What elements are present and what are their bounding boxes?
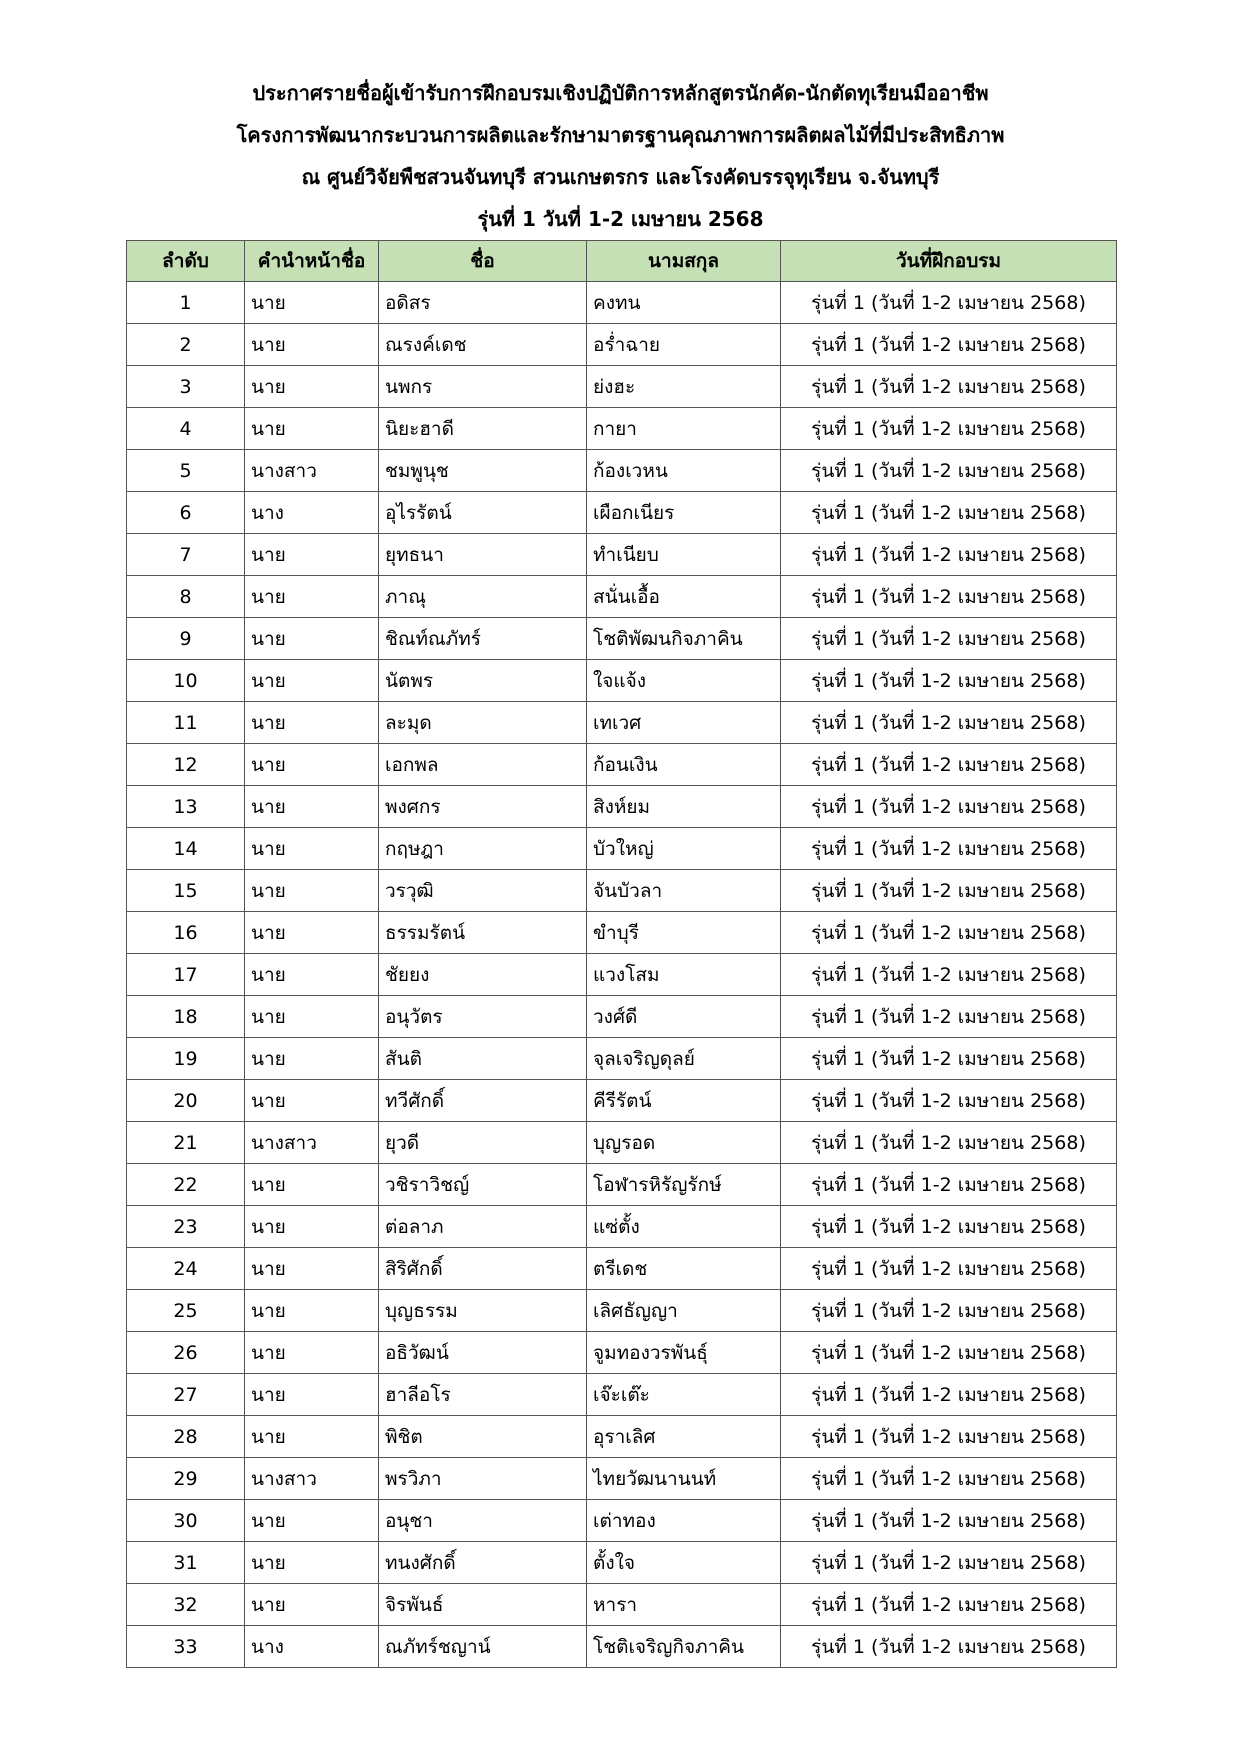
prefix-cell: นาย [245, 1290, 379, 1332]
training-date-cell: รุ่นที่ 1 (วันที่ 1-2 เมษายน 2568) [781, 1248, 1117, 1290]
table-row [127, 1542, 1117, 1584]
last-name-cell: อร่ำฉาย [587, 324, 781, 366]
first-name-cell: ธรรมรัตน์ [379, 912, 587, 954]
training-date-cell: รุ่นที่ 1 (วันที่ 1-2 เมษายน 2568) [781, 996, 1117, 1038]
table-row [127, 1248, 1117, 1290]
order-cell: 4 [127, 408, 245, 450]
table-row [127, 576, 1117, 618]
order-cell: 12 [127, 744, 245, 786]
prefix-cell: นาย [245, 366, 379, 408]
prefix-cell: นาย [245, 1038, 379, 1080]
order-cell: 6 [127, 492, 245, 534]
training-date-cell: รุ่นที่ 1 (วันที่ 1-2 เมษายน 2568) [781, 324, 1117, 366]
prefix-cell: นาย [245, 828, 379, 870]
last-name-cell: เลิศธัญญา [587, 1290, 781, 1332]
order-cell: 32 [127, 1584, 245, 1626]
table-row [127, 1500, 1117, 1542]
table-row [127, 870, 1117, 912]
prefix-cell: นาย [245, 1416, 379, 1458]
prefix-cell: นาย [245, 408, 379, 450]
training-date-cell: รุ่นที่ 1 (วันที่ 1-2 เมษายน 2568) [781, 870, 1117, 912]
table-row [127, 534, 1117, 576]
order-cell: 15 [127, 870, 245, 912]
first-name-cell: กฤษฎา [379, 828, 587, 870]
order-cell: 13 [127, 786, 245, 828]
column-header-first-name: ชื่อ [379, 241, 587, 282]
training-date-cell: รุ่นที่ 1 (วันที่ 1-2 เมษายน 2568) [781, 282, 1117, 324]
table-row [127, 324, 1117, 366]
training-date-cell: รุ่นที่ 1 (วันที่ 1-2 เมษายน 2568) [781, 828, 1117, 870]
last-name-cell: ใจแจ้ง [587, 660, 781, 702]
first-name-cell: ต่อลาภ [379, 1206, 587, 1248]
last-name-cell: โชติเจริญกิจภาคิน [587, 1626, 781, 1668]
first-name-cell: ฮาลีอโร [379, 1374, 587, 1416]
last-name-cell: จันบัวลา [587, 870, 781, 912]
table-row [127, 492, 1117, 534]
last-name-cell: ตรีเดช [587, 1248, 781, 1290]
prefix-cell: นาย [245, 870, 379, 912]
order-cell: 11 [127, 702, 245, 744]
first-name-cell: สันติ [379, 1038, 587, 1080]
table-row [127, 1332, 1117, 1374]
first-name-cell: พงศกร [379, 786, 587, 828]
order-cell: 8 [127, 576, 245, 618]
prefix-cell: นาย [245, 1584, 379, 1626]
training-date-cell: รุ่นที่ 1 (วันที่ 1-2 เมษายน 2568) [781, 954, 1117, 996]
training-date-cell: รุ่นที่ 1 (วันที่ 1-2 เมษายน 2568) [781, 1500, 1117, 1542]
first-name-cell: ชมพูนุช [379, 450, 587, 492]
prefix-cell: นาย [245, 1500, 379, 1542]
training-date-cell: รุ่นที่ 1 (วันที่ 1-2 เมษายน 2568) [781, 1290, 1117, 1332]
table-row [127, 912, 1117, 954]
table-body [127, 282, 1117, 1668]
order-cell: 10 [127, 660, 245, 702]
first-name-cell: ละมุด [379, 702, 587, 744]
last-name-cell: อุราเลิศ [587, 1416, 781, 1458]
last-name-cell: เผือกเนียร [587, 492, 781, 534]
order-cell: 1 [127, 282, 245, 324]
last-name-cell: สิงห์ยม [587, 786, 781, 828]
prefix-cell: นาย [245, 744, 379, 786]
order-cell: 5 [127, 450, 245, 492]
order-cell: 20 [127, 1080, 245, 1122]
order-cell: 23 [127, 1206, 245, 1248]
training-date-cell: รุ่นที่ 1 (วันที่ 1-2 เมษายน 2568) [781, 1332, 1117, 1374]
table-row [127, 996, 1117, 1038]
first-name-cell: อุไรรัตน์ [379, 492, 587, 534]
prefix-cell: นาย [245, 576, 379, 618]
training-date-cell: รุ่นที่ 1 (วันที่ 1-2 เมษายน 2568) [781, 492, 1117, 534]
training-date-cell: รุ่นที่ 1 (วันที่ 1-2 เมษายน 2568) [781, 1206, 1117, 1248]
table-header-row [127, 241, 1117, 282]
header-title-line-1: ประกาศรายชื่อผู้เข้ารับการฝึกอบรมเชิงปฏิบัติการหลักสูตรนักคัด-นักตัดทุเรียนมืออาชีพ [252, 81, 989, 105]
first-name-cell: จิรพันธ์ [379, 1584, 587, 1626]
prefix-cell: นาย [245, 660, 379, 702]
first-name-cell: ชัยยง [379, 954, 587, 996]
order-cell: 2 [127, 324, 245, 366]
training-date-cell: รุ่นที่ 1 (วันที่ 1-2 เมษายน 2568) [781, 660, 1117, 702]
order-cell: 3 [127, 366, 245, 408]
last-name-cell: เต่าทอง [587, 1500, 781, 1542]
first-name-cell: วชิราวิชญ์ [379, 1164, 587, 1206]
order-cell: 14 [127, 828, 245, 870]
first-name-cell: นพกร [379, 366, 587, 408]
first-name-cell: ทนงศักดิ์ [379, 1542, 587, 1584]
last-name-cell: สนั่นเอื้อ [587, 576, 781, 618]
prefix-cell: นาย [245, 1332, 379, 1374]
table-row [127, 1416, 1117, 1458]
prefix-cell: นาย [245, 954, 379, 996]
last-name-cell: หารา [587, 1584, 781, 1626]
prefix-cell: นาย [245, 702, 379, 744]
training-date-cell: รุ่นที่ 1 (วันที่ 1-2 เมษายน 2568) [781, 1164, 1117, 1206]
table-row [127, 1206, 1117, 1248]
order-cell: 7 [127, 534, 245, 576]
training-date-cell: รุ่นที่ 1 (วันที่ 1-2 เมษายน 2568) [781, 1542, 1117, 1584]
table-row [127, 702, 1117, 744]
last-name-cell: คงทน [587, 282, 781, 324]
order-cell: 19 [127, 1038, 245, 1080]
training-date-cell: รุ่นที่ 1 (วันที่ 1-2 เมษายน 2568) [781, 450, 1117, 492]
training-date-cell: รุ่นที่ 1 (วันที่ 1-2 เมษายน 2568) [781, 366, 1117, 408]
first-name-cell: นิยะฮาดี [379, 408, 587, 450]
training-date-cell: รุ่นที่ 1 (วันที่ 1-2 เมษายน 2568) [781, 576, 1117, 618]
table-row [127, 1458, 1117, 1500]
table-row [127, 786, 1117, 828]
last-name-cell: จุลเจริญดุลย์ [587, 1038, 781, 1080]
order-cell: 22 [127, 1164, 245, 1206]
training-date-cell: รุ่นที่ 1 (วันที่ 1-2 เมษายน 2568) [781, 1122, 1117, 1164]
last-name-cell: โอฬารหิรัญรักษ์ [587, 1164, 781, 1206]
training-date-cell: รุ่นที่ 1 (วันที่ 1-2 เมษายน 2568) [781, 534, 1117, 576]
table-row [127, 1164, 1117, 1206]
first-name-cell: พรวิภา [379, 1458, 587, 1500]
table-row [127, 1038, 1117, 1080]
order-cell: 17 [127, 954, 245, 996]
training-date-cell: รุ่นที่ 1 (วันที่ 1-2 เมษายน 2568) [781, 408, 1117, 450]
table-row [127, 828, 1117, 870]
training-date-cell: รุ่นที่ 1 (วันที่ 1-2 เมษายน 2568) [781, 1626, 1117, 1668]
prefix-cell: นาย [245, 1164, 379, 1206]
order-cell: 18 [127, 996, 245, 1038]
document-header [0, 72, 1241, 240]
training-date-cell: รุ่นที่ 1 (วันที่ 1-2 เมษายน 2568) [781, 702, 1117, 744]
order-cell: 29 [127, 1458, 245, 1500]
order-cell: 28 [127, 1416, 245, 1458]
prefix-cell: นาย [245, 1080, 379, 1122]
order-cell: 26 [127, 1332, 245, 1374]
column-header-last-name: นามสกุล [587, 241, 781, 282]
prefix-cell: นาย [245, 534, 379, 576]
first-name-cell: บุญธรรม [379, 1290, 587, 1332]
training-date-cell: รุ่นที่ 1 (วันที่ 1-2 เมษายน 2568) [781, 786, 1117, 828]
prefix-cell: นาย [245, 1248, 379, 1290]
last-name-cell: แวงโสม [587, 954, 781, 996]
table-row [127, 1626, 1117, 1668]
order-cell: 25 [127, 1290, 245, 1332]
last-name-cell: เจ๊ะเต๊ะ [587, 1374, 781, 1416]
prefix-cell: นาย [245, 1542, 379, 1584]
table-row [127, 366, 1117, 408]
prefix-cell: นาย [245, 618, 379, 660]
order-cell: 9 [127, 618, 245, 660]
prefix-cell: นาง [245, 1626, 379, 1668]
last-name-cell: ไทยวัฒนานนท์ [587, 1458, 781, 1500]
column-header-order: ลำดับ [127, 241, 245, 282]
training-date-cell: รุ่นที่ 1 (วันที่ 1-2 เมษายน 2568) [781, 1584, 1117, 1626]
order-cell: 27 [127, 1374, 245, 1416]
training-date-cell: รุ่นที่ 1 (วันที่ 1-2 เมษายน 2568) [781, 618, 1117, 660]
last-name-cell: คีรีรัตน์ [587, 1080, 781, 1122]
table-row [127, 618, 1117, 660]
order-cell: 16 [127, 912, 245, 954]
last-name-cell: ทำเนียบ [587, 534, 781, 576]
last-name-cell: บัวใหญ่ [587, 828, 781, 870]
prefix-cell: นาย [245, 1374, 379, 1416]
first-name-cell: อดิสร [379, 282, 587, 324]
prefix-cell: นาย [245, 912, 379, 954]
training-date-cell: รุ่นที่ 1 (วันที่ 1-2 เมษายน 2568) [781, 1038, 1117, 1080]
table-row [127, 1584, 1117, 1626]
first-name-cell: อนุวัตร [379, 996, 587, 1038]
order-cell: 30 [127, 1500, 245, 1542]
first-name-cell: เอกพล [379, 744, 587, 786]
first-name-cell: ยุวดี [379, 1122, 587, 1164]
first-name-cell: พิชิต [379, 1416, 587, 1458]
prefix-cell: นางสาว [245, 1122, 379, 1164]
last-name-cell: บุญรอด [587, 1122, 781, 1164]
training-date-cell: รุ่นที่ 1 (วันที่ 1-2 เมษายน 2568) [781, 1374, 1117, 1416]
last-name-cell: ขำบุรี [587, 912, 781, 954]
first-name-cell: ยุทธนา [379, 534, 587, 576]
training-date-cell: รุ่นที่ 1 (วันที่ 1-2 เมษายน 2568) [781, 1458, 1117, 1500]
first-name-cell: ทวีศักดิ์ [379, 1080, 587, 1122]
table-row [127, 954, 1117, 996]
table-row [127, 660, 1117, 702]
prefix-cell: นาย [245, 324, 379, 366]
first-name-cell: นัตพร [379, 660, 587, 702]
prefix-cell: นาง [245, 492, 379, 534]
first-name-cell: ณภัทร์ชญาน์ [379, 1626, 587, 1668]
first-name-cell: ภาณุ [379, 576, 587, 618]
first-name-cell: อธิวัฒน์ [379, 1332, 587, 1374]
last-name-cell: วงศ์ดี [587, 996, 781, 1038]
table-row [127, 282, 1117, 324]
table-row [127, 1374, 1117, 1416]
table-row [127, 450, 1117, 492]
last-name-cell: แซ่ตั้ง [587, 1206, 781, 1248]
table-row [127, 1122, 1117, 1164]
prefix-cell: นาย [245, 786, 379, 828]
column-header-prefix: คำนำหน้าชื่อ [245, 241, 379, 282]
last-name-cell: จูมทองวรพันธุ์ [587, 1332, 781, 1374]
prefix-cell: นาย [245, 996, 379, 1038]
last-name-cell: ย่งฮะ [587, 366, 781, 408]
table-row [127, 1290, 1117, 1332]
table-row [127, 744, 1117, 786]
table-row [127, 408, 1117, 450]
first-name-cell: วรวุฒิ [379, 870, 587, 912]
last-name-cell: ก้องเวหน [587, 450, 781, 492]
first-name-cell: ณรงค์เดช [379, 324, 587, 366]
column-header-training-date: วันที่ฝึกอบรม [781, 241, 1117, 282]
last-name-cell: กายา [587, 408, 781, 450]
prefix-cell: นาย [245, 282, 379, 324]
first-name-cell: อนุชา [379, 1500, 587, 1542]
training-date-cell: รุ่นที่ 1 (วันที่ 1-2 เมษายน 2568) [781, 912, 1117, 954]
order-cell: 31 [127, 1542, 245, 1584]
order-cell: 24 [127, 1248, 245, 1290]
order-cell: 21 [127, 1122, 245, 1164]
header-session-line: รุ่นที่ 1 วันที่ 1-2 เมษายน 2568 [477, 207, 764, 231]
training-date-cell: รุ่นที่ 1 (วันที่ 1-2 เมษายน 2568) [781, 1080, 1117, 1122]
prefix-cell: นาย [245, 1206, 379, 1248]
training-date-cell: รุ่นที่ 1 (วันที่ 1-2 เมษายน 2568) [781, 744, 1117, 786]
order-cell: 33 [127, 1626, 245, 1668]
table-row [127, 1080, 1117, 1122]
last-name-cell: เทเวศ [587, 702, 781, 744]
first-name-cell: ชิณท์ณภัทร์ [379, 618, 587, 660]
prefix-cell: นางสาว [245, 450, 379, 492]
training-date-cell: รุ่นที่ 1 (วันที่ 1-2 เมษายน 2568) [781, 1416, 1117, 1458]
last-name-cell: โชติพัฒนกิจภาคิน [587, 618, 781, 660]
prefix-cell: นางสาว [245, 1458, 379, 1500]
last-name-cell: ตั้งใจ [587, 1542, 781, 1584]
last-name-cell: ก้อนเงิน [587, 744, 781, 786]
participant-table [126, 240, 1117, 1668]
header-location-line: ณ ศูนย์วิจัยพืชสวนจันทบุรี สวนเกษตรกร และโรงคัดบรรจุทุเรียน จ.จันทบุรี [301, 165, 940, 189]
header-title-line-2: โครงการพัฒนากระบวนการผลิตและรักษามาตรฐานคุณภาพการผลิตผลไม้ที่มีประสิทธิภาพ [236, 123, 1005, 147]
first-name-cell: สิริศักดิ์ [379, 1248, 587, 1290]
